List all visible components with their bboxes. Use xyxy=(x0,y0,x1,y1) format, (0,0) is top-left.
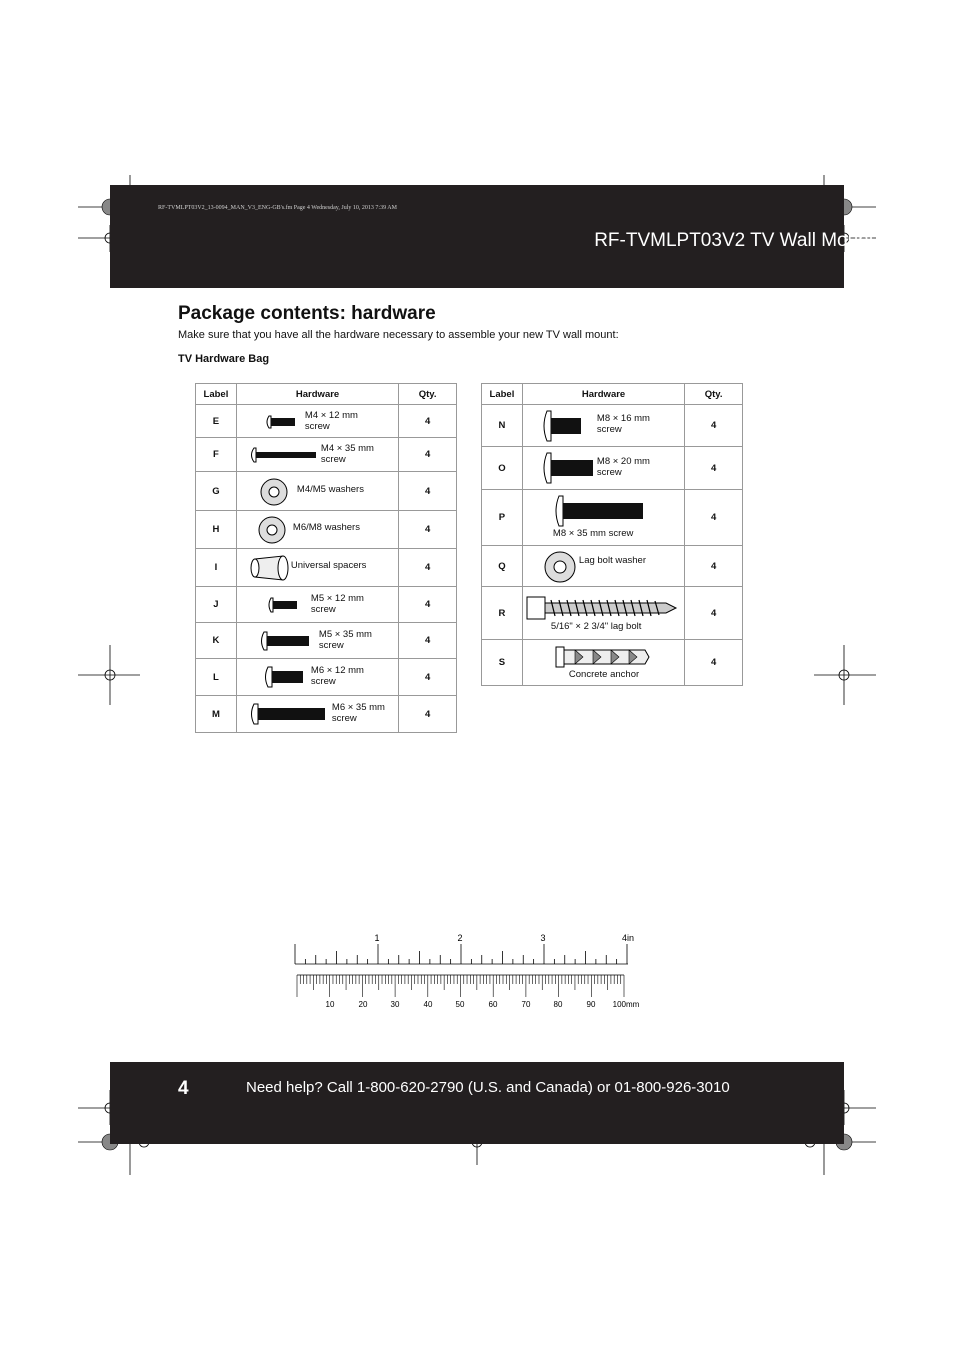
hardware-name: M4 × 12 mm screw xyxy=(304,410,358,432)
table-header-row xyxy=(482,384,743,405)
pan-head-screw-icon xyxy=(267,597,299,613)
concrete-anchor-icon xyxy=(555,646,651,668)
hardware-name: M8 × 16 mm screw xyxy=(596,413,650,435)
table-row xyxy=(196,696,457,733)
row-qty: 4 xyxy=(685,490,743,546)
hardware-name: M8 × 20 mm screw xyxy=(596,456,650,478)
mm-label: 40 xyxy=(423,1000,433,1009)
row-qty: 4 xyxy=(685,405,743,447)
mm-label: 60 xyxy=(488,1000,498,1009)
washer-icon xyxy=(257,515,287,545)
row-label: O xyxy=(482,447,523,490)
table-header-row xyxy=(196,384,457,405)
table-row xyxy=(482,546,743,587)
table-row xyxy=(482,640,743,686)
row-label: N xyxy=(482,405,523,447)
row-qty: 4 xyxy=(399,511,457,549)
hardware-name: Concrete anchor xyxy=(568,669,640,680)
row-qty: 4 xyxy=(399,587,457,623)
hardware-cell xyxy=(236,696,398,733)
row-label: L xyxy=(196,659,237,696)
print-slug: RF-TVMLPT03V2_13-0094_MAN_V3_ENG-GB's.fm Page 4 Wednesday, July 10, 2013 7:39 AM xyxy=(158,205,397,211)
label-column-header: Label xyxy=(482,384,523,405)
table-row xyxy=(196,549,457,587)
long-screw-icon xyxy=(249,703,327,725)
intro-text: Make sure that you have all the hardware necessary to assemble your new TV wall mount: xyxy=(178,329,619,341)
table-row xyxy=(482,490,743,546)
row-label: K xyxy=(196,623,237,659)
row-qty: 4 xyxy=(685,546,743,587)
row-qty: 4 xyxy=(399,549,457,587)
row-label: M xyxy=(196,696,237,733)
hardware-cell xyxy=(522,546,684,587)
row-qty: 4 xyxy=(685,447,743,490)
table-row xyxy=(196,659,457,696)
mm-label: 30 xyxy=(390,1000,400,1009)
mm-label: 70 xyxy=(521,1000,531,1009)
hardware-cell xyxy=(522,640,684,686)
hardware-table-right xyxy=(481,383,743,686)
table-row xyxy=(482,447,743,490)
row-label: G xyxy=(196,472,237,511)
document-title: RF-TVMLPT03V2 TV Wall Mount xyxy=(594,230,874,251)
hardware-cell xyxy=(522,490,684,546)
hardware-cell xyxy=(522,587,684,640)
hardware-name: M6 × 35 mm screw xyxy=(331,702,385,724)
spacer-icon xyxy=(249,553,291,583)
row-qty: 4 xyxy=(685,640,743,686)
row-label: Q xyxy=(482,546,523,587)
pan-head-screw-icon xyxy=(263,666,305,688)
row-label: E xyxy=(196,405,237,438)
hardware-cell xyxy=(236,587,398,623)
measurement-ruler xyxy=(290,930,650,1012)
inch-ruler-ticks xyxy=(295,944,627,964)
mm-label: 80 xyxy=(553,1000,563,1009)
hardware-name: M4 × 35 mm screw xyxy=(320,443,374,465)
washer-icon xyxy=(543,550,577,584)
hardware-cell xyxy=(236,405,398,438)
footer-band xyxy=(110,1062,844,1144)
help-line: Need help? Call 1-800-620-2790 (U.S. and Canada) or 01-800-926-3010 xyxy=(246,1079,730,1096)
table-row xyxy=(482,405,743,447)
hardware-name: Universal spacers xyxy=(290,560,367,571)
mm-label: 20 xyxy=(358,1000,368,1009)
row-label: F xyxy=(196,438,237,472)
page-title: Package contents: hardware xyxy=(178,303,436,324)
pan-head-screw-icon xyxy=(259,631,311,651)
table-row xyxy=(196,438,457,472)
hardware-cell xyxy=(236,438,398,472)
row-label: H xyxy=(196,511,237,549)
row-label: I xyxy=(196,549,237,587)
hardware-name: M5 × 35 mm screw xyxy=(318,629,372,651)
hardware-column-header: Hardware xyxy=(522,384,684,405)
qty-column-header: Qty. xyxy=(685,384,743,405)
lag-bolt-icon xyxy=(526,595,678,621)
hardware-name: M6/M8 washers xyxy=(292,522,360,533)
mm-label: 100mm xyxy=(612,1000,640,1009)
pan-head-screw-icon xyxy=(553,495,645,527)
pan-head-screw-icon xyxy=(541,410,583,442)
hardware-cell xyxy=(236,623,398,659)
row-qty: 4 xyxy=(399,472,457,511)
table-row xyxy=(196,587,457,623)
pan-head-screw-icon xyxy=(541,452,595,484)
hardware-table-left xyxy=(195,383,457,733)
page-number: 4 xyxy=(178,1078,189,1099)
label-column-header: Label xyxy=(196,384,237,405)
row-qty: 4 xyxy=(399,405,457,438)
mm-ruler-ticks xyxy=(297,975,624,997)
mm-label: 50 xyxy=(455,1000,465,1009)
row-label: S xyxy=(482,640,523,686)
hardware-name: Lag bolt washer xyxy=(578,555,646,566)
table-row xyxy=(196,623,457,659)
inch-label: 4in xyxy=(621,933,635,943)
inch-label: 1 xyxy=(374,933,380,943)
hardware-name: 5/16" × 2 3/4" lag bolt xyxy=(550,621,642,632)
inch-label: 3 xyxy=(540,933,546,943)
hardware-cell xyxy=(236,511,398,549)
hardware-name: M5 × 12 mm screw xyxy=(310,593,364,615)
pan-head-screw-icon xyxy=(265,415,297,429)
hardware-bag-title: TV Hardware Bag xyxy=(178,353,270,365)
row-label: J xyxy=(196,587,237,623)
hardware-cell xyxy=(236,549,398,587)
row-label: P xyxy=(482,490,523,546)
hardware-name: M4/M5 washers xyxy=(296,484,364,495)
table-row xyxy=(196,405,457,438)
hardware-column-header: Hardware xyxy=(236,384,398,405)
row-qty: 4 xyxy=(399,438,457,472)
row-qty: 4 xyxy=(685,587,743,640)
table-row xyxy=(482,587,743,640)
mm-label: 10 xyxy=(325,1000,335,1009)
row-qty: 4 xyxy=(399,696,457,733)
hardware-cell xyxy=(236,472,398,511)
row-qty: 4 xyxy=(399,623,457,659)
inch-label: 2 xyxy=(457,933,463,943)
washer-icon xyxy=(259,477,289,507)
hardware-name: M8 × 35 mm screw xyxy=(552,528,634,539)
hardware-cell xyxy=(522,405,684,447)
hardware-name: M6 × 12 mm screw xyxy=(310,665,364,687)
mm-label: 90 xyxy=(586,1000,596,1009)
table-row xyxy=(196,511,457,549)
long-screw-icon xyxy=(249,447,317,463)
row-qty: 4 xyxy=(399,659,457,696)
table-row xyxy=(196,472,457,511)
hardware-cell xyxy=(522,447,684,490)
row-label: R xyxy=(482,587,523,640)
qty-column-header: Qty. xyxy=(399,384,457,405)
hardware-cell xyxy=(236,659,398,696)
